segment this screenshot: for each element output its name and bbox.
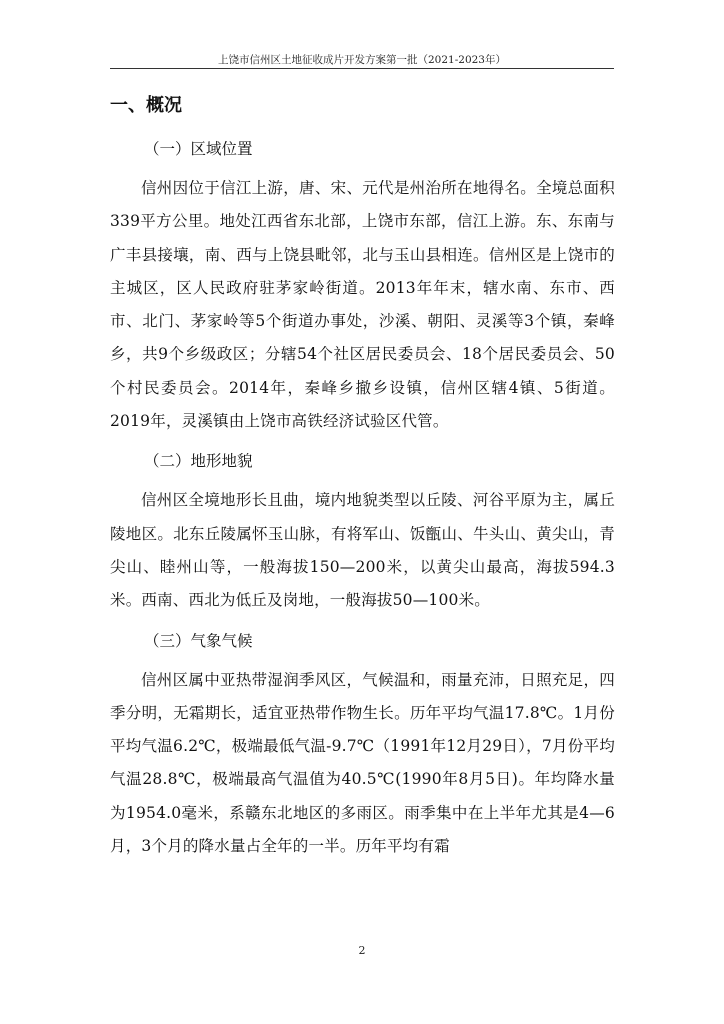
paragraph-terrain: 信州区全境地形长且曲，境内地貌类型以丘陵、河谷平原为主，属丘陵地区。北东丘陵属怀玉山脉，有将军山、饭甑山、牛头山、黄尖山，青尖山、睦州山等，一般海拔150—200米，以黄尖山最高，海拔594.3米。西南、西北为低丘及岗地，一般海拔50—100米。 <box>110 491 615 610</box>
page-body <box>110 92 615 871</box>
page-header: 上饶市信州区土地征收成片开发方案第一批（2021-2023年） <box>110 52 614 69</box>
subsection-title-terrain: （二）地形地貌 <box>144 452 253 471</box>
subsection-title-location: （一）区域位置 <box>144 140 253 158</box>
page-number: 2 <box>358 944 366 957</box>
section-title: 一、概况 <box>110 95 182 116</box>
paragraph-climate: 信州区属中亚热带湿润季风区，气候温和，雨量充沛，日照充足，四季分明，无霜期长，适宜亚热带作物生长。历年平均气温17.8℃。1月份平均气温6.2℃，极端最低气温-9.7℃（1991年12月29日），7月份平均气温28.8℃，极端最高气温值为40.5℃(1990年8月5日)。年均降水量为1954.0毫米，系赣东北地区的多雨区。雨季集中在上半年尤其是4—6月，3个月的降水量占全年的一半。历年平均有霜 <box>110 670 615 856</box>
paragraph-location: 信州因位于信江上游，唐、宋、元代是州治所在地得名。全境总面积339平方公里。地处江西省东北部，上饶市东部，信江上游。东、东南与广丰县接壤，南、西与上饶县毗邻，北与玉山县相连。信州区是上饶市的主城区，区人民政府驻茅家岭街道。2013年年末，辖水南、东市、西市、北门、茅家岭等5个街道办事处，沙溪、朝阳、灵溪等3个镇，秦峰乡，共9个乡级政区；分辖54个社区居民委员会、18个居民委员会、50个村民委员会。2014年，秦峰乡撤乡设镇，信州区辖4镇、5街道。2019年，灵溪镇由上饶市高铁经济试验区代管。 <box>110 179 615 431</box>
subsection-title-climate: （三）气象气候 <box>144 631 253 650</box>
